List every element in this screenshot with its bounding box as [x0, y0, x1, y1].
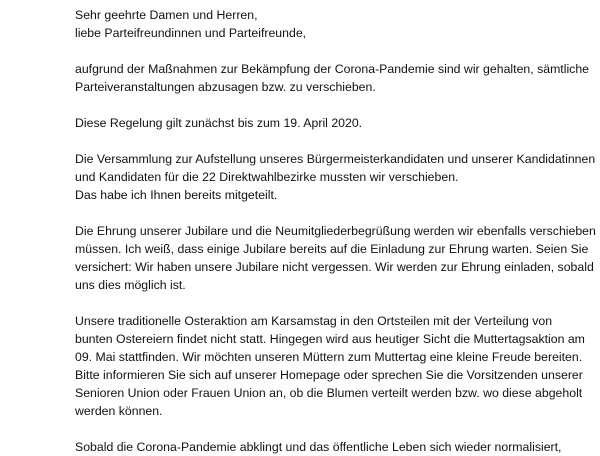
paragraph-gap [75, 204, 595, 222]
text-line: Sobald die Corona-Pandemie abklingt und das öffentliche Leben sich wieder normalisiert, [75, 440, 562, 454]
paragraph-outlook [75, 438, 595, 456]
text-line: Die Versammlung zur Aufstellung unseres Bürgermeisterkandidaten und unserer Kandidatinnen [75, 152, 596, 166]
text-line: 09. Mai stattfinden. Wir möchten unseren Müttern zum Muttertag eine kleine Freude bereiten. [75, 350, 583, 364]
salutation-line: liebe Parteifreundinnen und Parteifreunde, [75, 26, 307, 40]
text-line: werden können. [75, 404, 163, 418]
paragraph-measures [75, 60, 595, 96]
paragraph-jubilarians [75, 222, 595, 294]
text-line: uns dies möglich ist. [75, 278, 186, 292]
salutation-line: Sehr geehrte Damen und Herren, [75, 8, 258, 22]
text-line: Diese Regelung gilt zunächst bis zum 19. April 2020. [75, 116, 363, 130]
salutation-block [75, 6, 595, 42]
text-line: aufgrund der Maßnahmen zur Bekämpfung der Corona-Pandemie sind wir gehalten, sämtliche [75, 62, 590, 76]
paragraph-gap [75, 42, 595, 60]
paragraph-validity [75, 114, 595, 132]
paragraph-easter [75, 312, 595, 420]
text-line: müssen. Ich weiß, dass einige Jubilare bereits auf die Einladung zur Ehrung warten. Seien Sie [75, 242, 589, 256]
letter-body [75, 6, 595, 456]
text-line: Das habe ich Ihnen bereits mitgeteilt. [75, 188, 278, 202]
text-line: Bitte informieren Sie sich auf unserer Homepage oder sprechen Sie die Vorsitzenden unserer [75, 368, 583, 382]
paragraph-gap [75, 96, 595, 114]
text-line: Die Ehrung unserer Jubilare und die Neumitgliederbegrüßung werden wir ebenfalls verschieben [75, 224, 596, 238]
text-line: Parteiveranstaltungen abzusagen bzw. zu verschieben. [75, 80, 376, 94]
text-line: Senioren Union oder Frauen Union an, ob die Blumen verteilt werden bzw. wo diese abgeholt [75, 386, 583, 400]
text-line: und Kandidaten für die 22 Direktwahlbezirke mussten wir verschieben. [75, 170, 459, 184]
paragraph-gap [75, 132, 595, 150]
paragraph-gap [75, 420, 595, 438]
text-line: bunten Ostereiern findet nicht statt. Hingegen wird aus heutiger Sicht die Muttertagsaktion am [75, 332, 585, 346]
text-line: Unsere traditionelle Osteraktion am Karsamstag in den Ortsteilen mit der Verteilung von [75, 314, 553, 328]
paragraph-assembly [75, 150, 595, 204]
paragraph-gap [75, 294, 595, 312]
text-line: versichert: Wir haben unsere Jubilare nicht vergessen. Wir werden zur Ehrung einladen, sobald [75, 260, 594, 274]
